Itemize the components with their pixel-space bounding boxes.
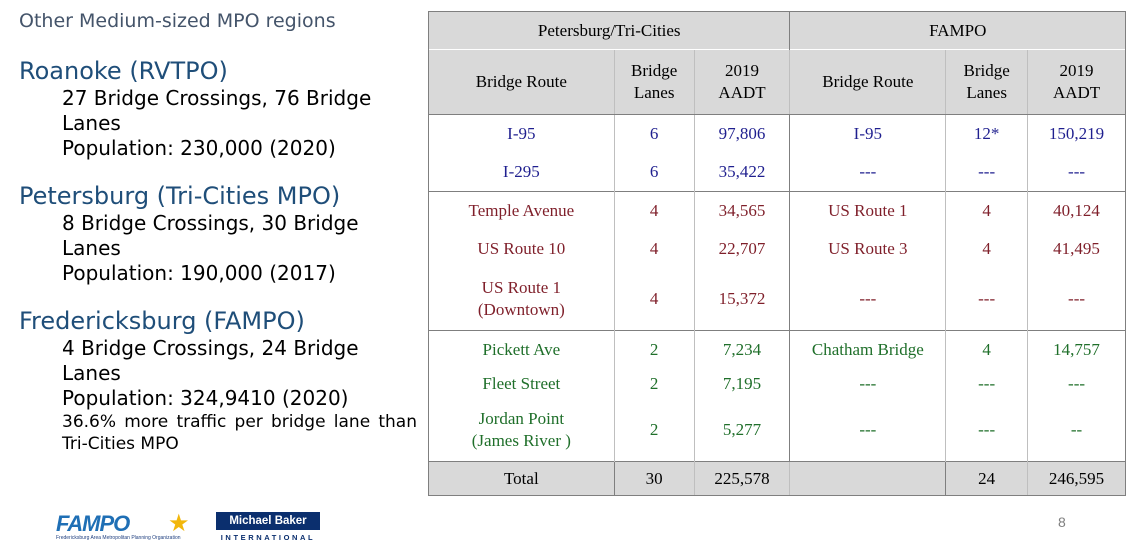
- fa-lanes: ---: [946, 153, 1028, 192]
- spacer: [19, 161, 419, 175]
- total-row: [429, 462, 1126, 496]
- fampo-logo: [56, 511, 192, 543]
- star-icon: ★: [168, 509, 190, 537]
- table-row: [429, 230, 1126, 268]
- fa-aadt: --: [1028, 399, 1126, 462]
- col-header-aadt: 2019 AADT: [694, 50, 790, 115]
- fa-aadt: ---: [1028, 268, 1126, 331]
- pt-aadt: 7,195: [694, 369, 790, 399]
- pt-route: Fleet Street: [429, 369, 615, 399]
- total-fa-blank: [790, 462, 946, 496]
- region-title-fredericksburg: Fredericksburg (FAMPO): [19, 307, 305, 335]
- total-label: Total: [429, 462, 615, 496]
- region-population-fredericksburg: Population: 324,9410 (2020): [62, 386, 349, 410]
- table-row: [429, 331, 1126, 370]
- region-lanes-roanoke: Lanes: [62, 111, 121, 135]
- pt-lanes: 6: [614, 115, 694, 154]
- table-row: [429, 153, 1126, 192]
- fa-route: US Route 1: [790, 192, 946, 231]
- fa-lanes: 4: [946, 230, 1028, 268]
- pt-lanes: 2: [614, 369, 694, 399]
- fa-route: I-95: [790, 115, 946, 154]
- region-lanes-fredericksburg: Lanes: [62, 361, 121, 385]
- michael-baker-name: Michael Baker: [216, 512, 320, 530]
- pt-aadt: 15,372: [694, 268, 790, 331]
- fa-lanes: ---: [946, 399, 1028, 462]
- region-title-roanoke: Roanoke (RVTPO): [19, 57, 228, 85]
- group-header-fampo: FAMPO: [790, 12, 1126, 50]
- pt-lanes: 2: [614, 399, 694, 462]
- fampo-logo-text: FAMPO: [56, 511, 130, 536]
- region-population-roanoke: Population: 230,000 (2020): [62, 136, 336, 160]
- fa-aadt: 40,124: [1028, 192, 1126, 231]
- fa-route: US Route 3: [790, 230, 946, 268]
- spacer: [19, 286, 419, 300]
- fa-lanes: ---: [946, 268, 1028, 331]
- fa-route: ---: [790, 399, 946, 462]
- region-note-fredericksburg: 36.6% more traffic per bridge lane than Tri-Cities MPO: [62, 412, 417, 454]
- fa-aadt: 150,219: [1028, 115, 1126, 154]
- table-row: [429, 192, 1126, 231]
- fa-route: ---: [790, 369, 946, 399]
- pt-lanes: 4: [614, 230, 694, 268]
- region-title-petersburg: Petersburg (Tri-Cities MPO): [19, 182, 341, 210]
- left-panel: [19, 8, 419, 455]
- total-fa-lanes: 24: [946, 462, 1028, 496]
- pt-aadt: 35,422: [694, 153, 790, 192]
- pt-route: Pickett Ave: [429, 331, 615, 370]
- fa-aadt: 14,757: [1028, 331, 1126, 370]
- table-row: [429, 268, 1126, 331]
- region-crossings-roanoke: 27 Bridge Crossings, 76 Bridge: [62, 86, 372, 110]
- fa-aadt: 41,495: [1028, 230, 1126, 268]
- bridge-table: [428, 11, 1126, 496]
- fa-lanes: 12*: [946, 115, 1028, 154]
- table-row: [429, 399, 1126, 462]
- total-fa-aadt: 246,595: [1028, 462, 1126, 496]
- fa-lanes: ---: [946, 369, 1028, 399]
- pt-route: Temple Avenue: [429, 192, 615, 231]
- region-crossings-petersburg: 8 Bridge Crossings, 30 Bridge: [62, 211, 359, 235]
- fa-route: Chatham Bridge: [790, 331, 946, 370]
- pt-lanes: 4: [614, 192, 694, 231]
- michael-baker-subtitle: INTERNATIONAL: [220, 533, 316, 542]
- fa-lanes: 4: [946, 331, 1028, 370]
- region-crossings-fredericksburg: 4 Bridge Crossings, 24 Bridge: [62, 336, 359, 360]
- region-lanes-petersburg: Lanes: [62, 236, 121, 260]
- fa-route: ---: [790, 268, 946, 331]
- pt-route: US Route 1 (Downtown): [429, 268, 615, 331]
- pt-aadt: 5,277: [694, 399, 790, 462]
- fampo-tagline: Fredericksburg Area Metropolitan Planning Organization: [56, 535, 181, 541]
- pt-aadt: 22,707: [694, 230, 790, 268]
- fa-lanes: 4: [946, 192, 1028, 231]
- pt-route: Jordan Point (James River ): [429, 399, 615, 462]
- col-header-lanes: Bridge Lanes: [946, 50, 1028, 115]
- table-row: [429, 369, 1126, 399]
- total-pt-lanes: 30: [614, 462, 694, 496]
- col-header-route: Bridge Route: [790, 50, 946, 115]
- region-population-petersburg: Population: 190,000 (2017): [62, 261, 336, 285]
- table-row: [429, 115, 1126, 154]
- fa-route: ---: [790, 153, 946, 192]
- pt-route: US Route 10: [429, 230, 615, 268]
- pt-route: I-95: [429, 115, 615, 154]
- pt-aadt: 34,565: [694, 192, 790, 231]
- pt-aadt: 7,234: [694, 331, 790, 370]
- page-number: 8: [1058, 514, 1066, 530]
- group-header-petersburg: Petersburg/Tri-Cities: [429, 12, 790, 50]
- group-header-row: [429, 12, 1126, 50]
- pt-route: I-295: [429, 153, 615, 192]
- col-header-lanes: Bridge Lanes: [614, 50, 694, 115]
- pt-lanes: 2: [614, 331, 694, 370]
- fa-aadt: ---: [1028, 153, 1126, 192]
- total-pt-aadt: 225,578: [694, 462, 790, 496]
- fa-aadt: ---: [1028, 369, 1126, 399]
- pt-lanes: 4: [614, 268, 694, 331]
- michael-baker-logo: [216, 512, 320, 544]
- slide-subtitle: Other Medium-sized MPO regions: [19, 10, 336, 32]
- column-header-row: [429, 50, 1126, 115]
- pt-lanes: 6: [614, 153, 694, 192]
- col-header-aadt: 2019 AADT: [1028, 50, 1126, 115]
- col-header-route: Bridge Route: [429, 50, 615, 115]
- pt-aadt: 97,806: [694, 115, 790, 154]
